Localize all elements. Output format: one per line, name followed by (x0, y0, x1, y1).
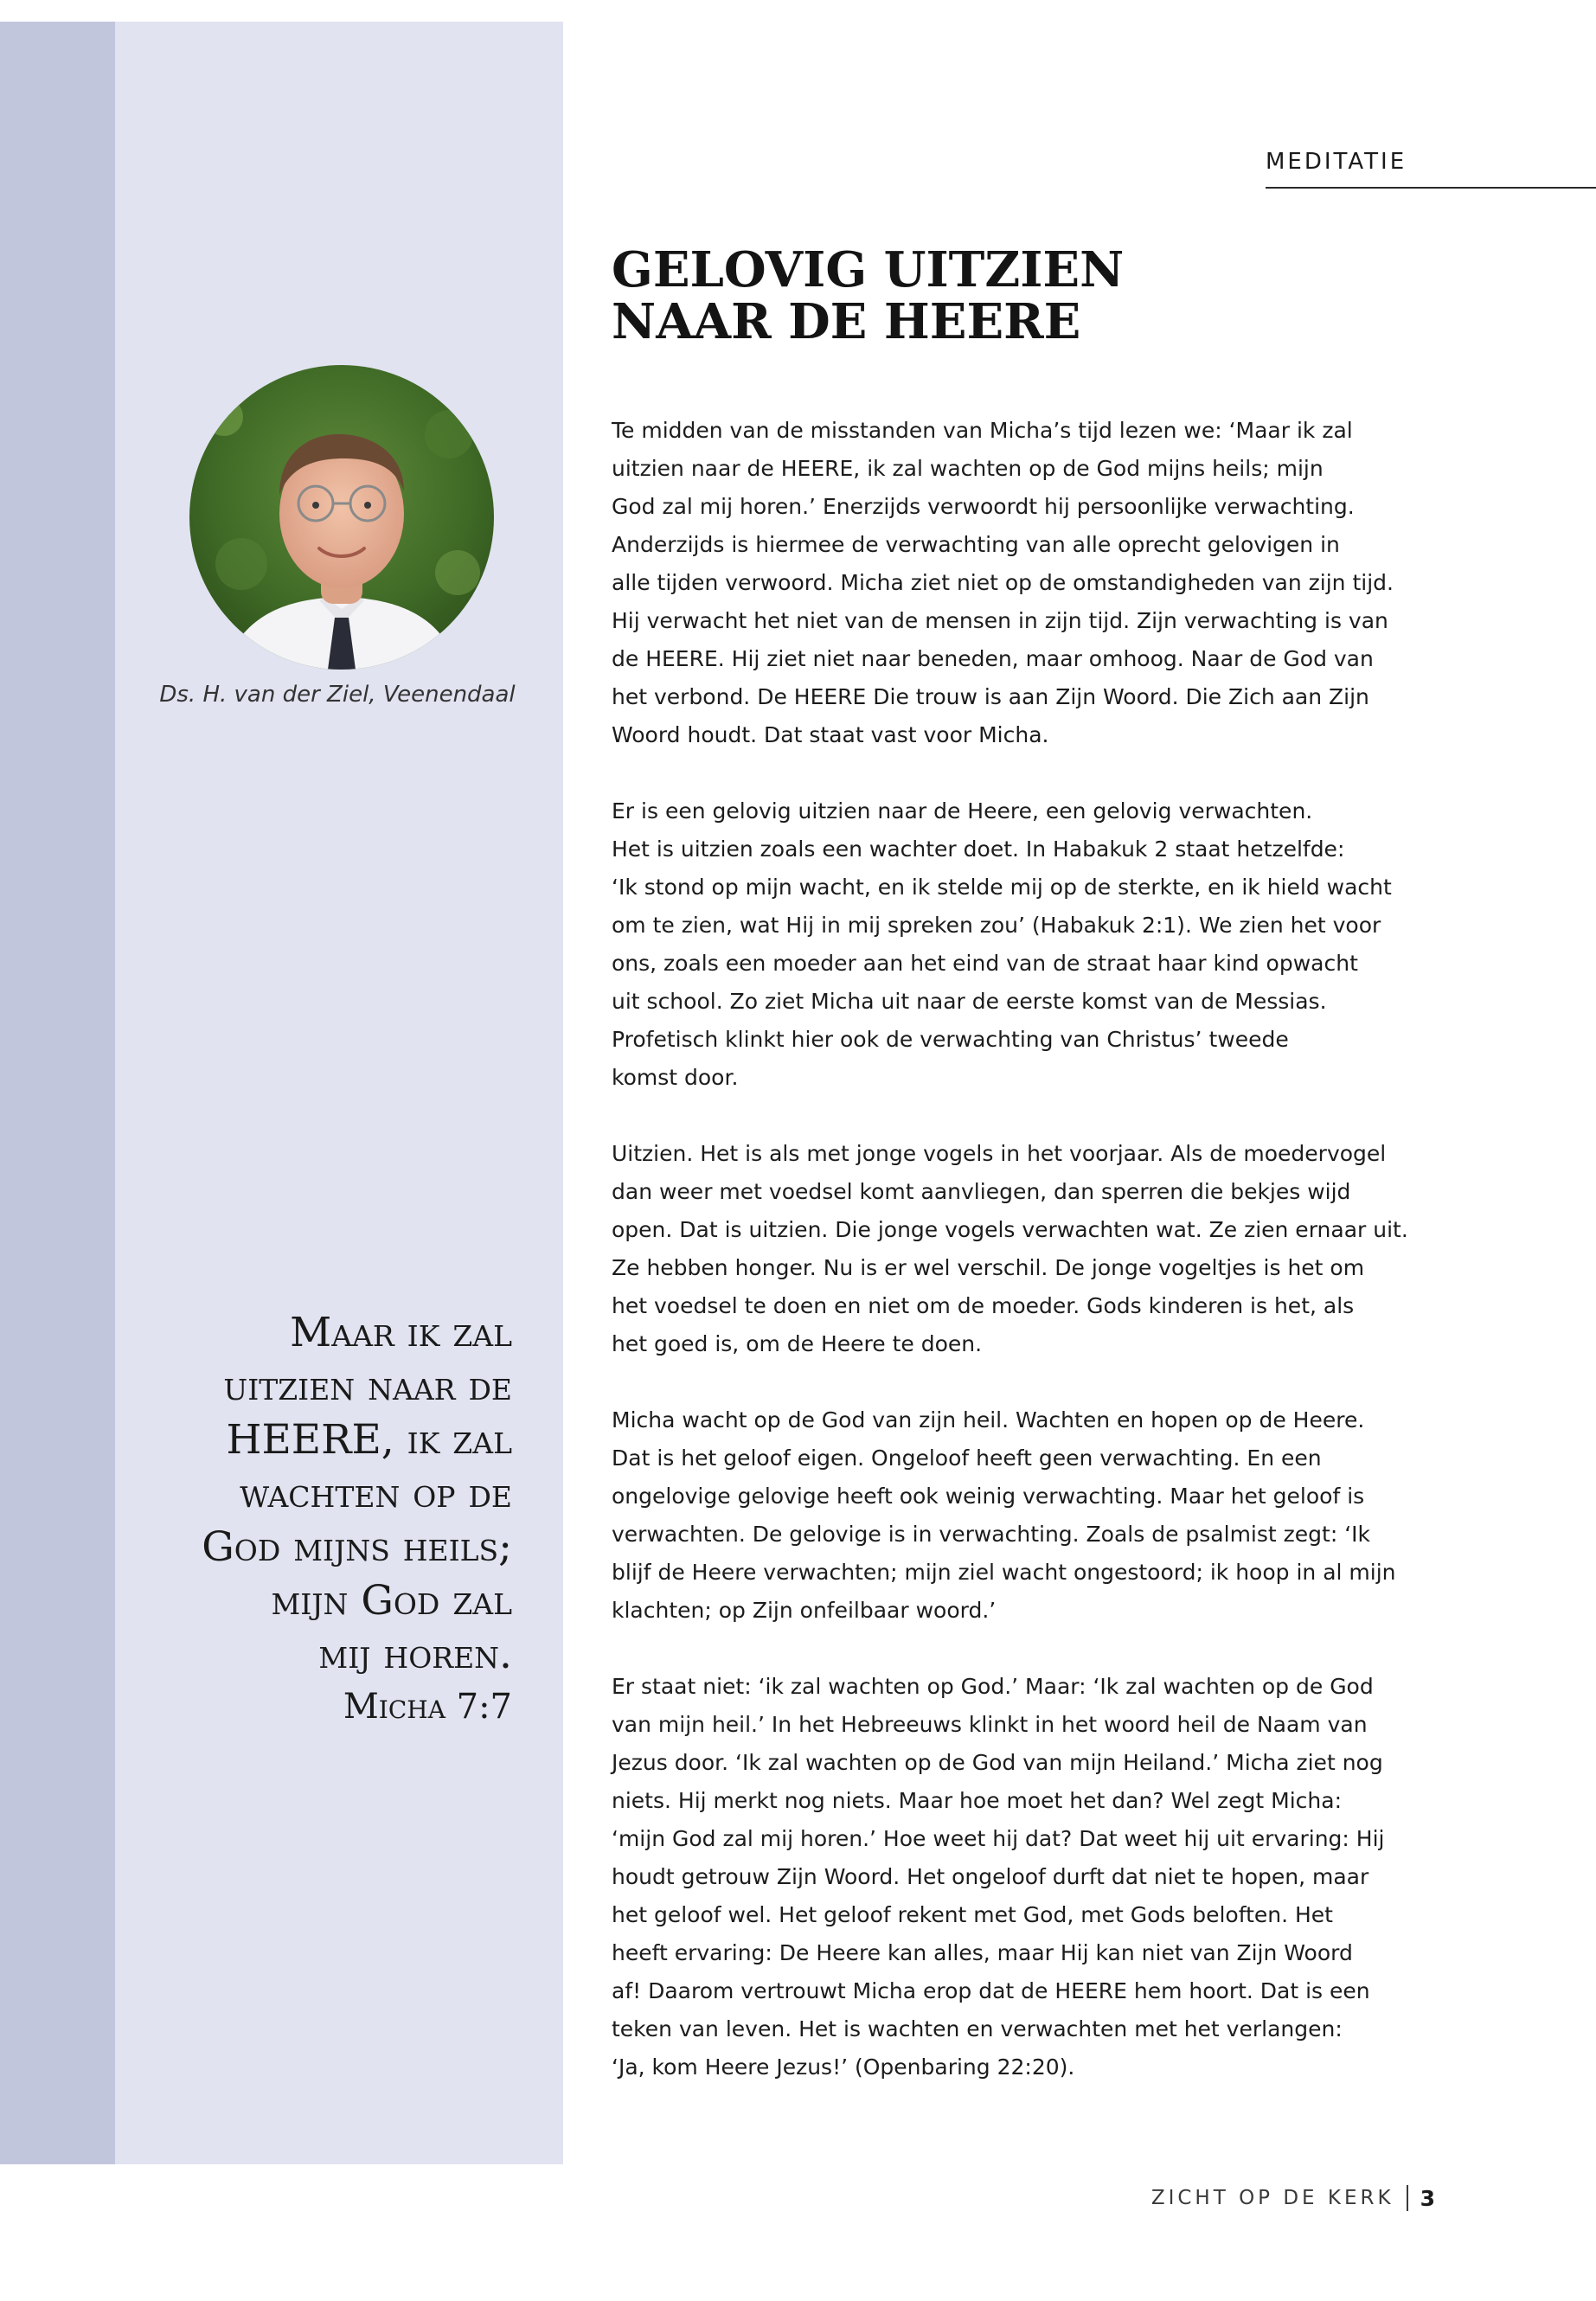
pull-quote-text: Maar ik zal uitzien naar de HEERE, ik zal wachten op de God mijns heils; mijn God zal mij horen. (202, 1309, 512, 1678)
paragraph: Micha wacht op de God van zijn heil. Wachten en hopen op de Heere. Dat is het geloof eigen. Ongeloof heeft geen verwachting. En een ongelovige gelovige heeft ook weinig verwachting. Maar het geloof is verwachten. De gelovige is in verwachting. Zoals de psalmist zegt: ‘Ik blijf de Heere verwachten; mijn ziel wacht ongestoord; ik hoop in al mijn klachten; op Zijn onfeilbaar woord.’ (612, 1407, 1396, 1623)
sidebar-band-dark (0, 22, 115, 2164)
paragraph: Te midden van de misstanden van Micha’s tijd lezen we: ‘Maar ik zal uitzien naar de HEERE, ik zal wachten op de God mijns heils; mijn God zal mij horen.’ Enerzijds verwoordt hij persoonlijke verwachting. Anderzijds is hiermee de verwachting van alle oprecht gelovigen in alle tijden verwoord. Micha ziet niet op de omstandigheden van zijn tijd. Hij verwacht het niet van de mensen in zijn tijd. Zijn verwachting is van de HEERE. Hij ziet niet naar beneden, maar omhoog. Naar de God van het verbond. De HEERE Die trouw is aan Zijn Woord. Die Zich aan Zijn Woord houdt. Dat staat vast voor Micha. (612, 418, 1394, 747)
magazine-name: ZICHT OP DE KERK (1151, 2187, 1394, 2209)
pull-quote-reference: Micha 7:7 (343, 1687, 512, 1727)
pull-quote (138, 1306, 512, 1682)
author-photo (189, 365, 494, 670)
section-rule (1266, 187, 1596, 189)
sidebar-band-light (115, 22, 563, 2164)
paragraph: Er staat niet: ‘ik zal wachten op God.’ Maar: ‘Ik zal wachten op de God van mijn heil.’ In het Hebreeuws klinkt in het woord heil de Naam van Jezus door. ‘Ik zal wachten op de God van mijn Heiland.’ Micha ziet nog niets. Hij merkt nog niets. Maar hoe moet het dan? Wel zegt Micha: ‘mijn God zal mij horen.’ Hoe weet hij dat? Dat weet hij uit ervaring: Hij houdt getrouw Zijn Woord. Het ongeloof durft dat niet te hopen, maar het geloof wel. Het geloof rekent met God, met Gods beloften. Het heeft ervaring: De Heere kan alles, maar Hij kan niet van Zijn Woord af! Daarom vertrouwt Micha erop dat de HEERE hem hoort. Dat is een teken van leven. Het is wachten en verwachten met het verlangen: ‘Ja, kom Heere Jezus!’ (Openbaring 22:20). (612, 1674, 1385, 2080)
title-line-2: NAAR DE HEERE (612, 293, 1081, 350)
article-body (612, 412, 1416, 2125)
paragraph: Er is een gelovig uitzien naar de Heere, een gelovig verwachten. Het is uitzien zoals een wachter doet. In Habakuk 2 staat hetzelfde: ‘Ik stond op mijn wacht, en ik stelde mij op de sterkte, en ik hield wacht om te zien, wat Hij in mij spreken zou’ (Habakuk 2:1). We zien het voor ons, zoals een moeder aan het eind van de straat haar kind opwacht uit school. Zo ziet Micha uit naar de eerste komst van de Messias. Profetisch klinkt hier ook de verwachting van Christus’ tweede komst door. (612, 798, 1392, 1090)
author-caption: Ds. H. van der Ziel, Veenendaal (159, 682, 516, 708)
footer-divider (1407, 2185, 1408, 2211)
page-footer (1151, 2185, 1435, 2211)
paragraph: Uitzien. Het is als met jonge vogels in het voorjaar. Als de moedervogel dan weer met voedsel komt aanvliegen, dan sperren die bekjes wijd open. Dat is uitzien. Die jonge vogels verwachten wat. Ze zien ernaar uit. Ze hebben honger. Nu is er wel verschil. De jonge vogeltjes is het om het voedsel te doen en niet om de moeder. Gods kinderen is het, als het goed is, om de Heere te doen. (612, 1141, 1408, 1356)
section-label: MEDITATIE (1266, 149, 1407, 175)
page-number: 3 (1420, 2185, 1435, 2211)
title-line-1: GELOVIG UITZIEN (612, 241, 1125, 298)
article-title (612, 241, 1390, 350)
